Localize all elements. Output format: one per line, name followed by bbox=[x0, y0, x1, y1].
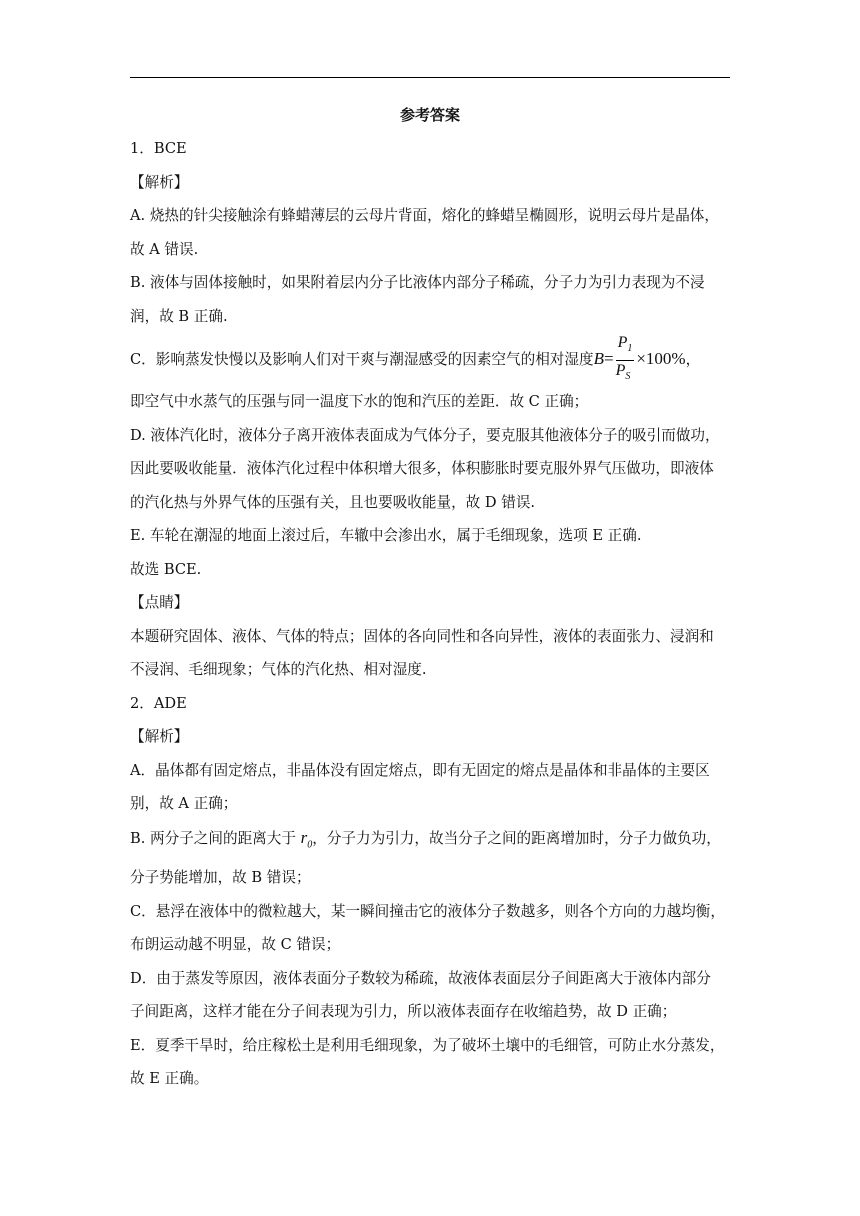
q2-option-e-line2: 故 E 正确。 bbox=[130, 1070, 209, 1088]
q1-option-e-line1: E. 车轮在潮湿的地面上滚过后，车辙中会渗出水，属于毛细现象，选项 E 正确. bbox=[130, 527, 642, 544]
q1-option-d-line1: D. 液体汽化时，液体分子离开液体表面成为气体分子，要克服其他液体分子的吸引而做功， bbox=[130, 426, 720, 444]
relative-humidity-formula: B= $\frac{P_1}{P_S}$ ×100% bbox=[594, 333, 686, 387]
q1-option-b-line2: 润，故 B 正确. bbox=[130, 307, 228, 325]
q1-conclusion: 故选 BCE. bbox=[130, 560, 202, 578]
q1-option-a-line2: 故 A 错误. bbox=[130, 240, 199, 258]
q2-option-e-line1: E．夏季干旱时，给庄稼松土是利用毛细现象，为了破坏土壤中的毛细管，可防止水分蒸发， bbox=[130, 1036, 725, 1054]
numerator-sub: 1 bbox=[627, 343, 633, 355]
q1-option-c-comma: ， bbox=[685, 350, 701, 368]
q1-option-d-line2: 因此要吸收能量．液体汽化过程中体积增大很多，体积膨胀时要克服外界气压做功，即液体 bbox=[130, 460, 714, 477]
q2-option-d-line2: 子间距离，这样才能在分子间表现为引力，所以液体表面存在收缩趋势，故 D 正确； bbox=[130, 1003, 677, 1021]
q1-option-d-line3: 的汽化热与外界气体的压强有关，且也要吸收能量，故 D 错误. bbox=[130, 493, 536, 511]
q1-option-c-line1 bbox=[130, 333, 730, 385]
q2-option-a-line2: 别，故 A 正确； bbox=[130, 795, 238, 812]
r0-sub: 0 bbox=[307, 838, 313, 850]
formula-rhs: ×100% bbox=[636, 349, 686, 368]
numerator-base: P bbox=[617, 334, 628, 352]
q2-option-b-line2: 分子势能增加，故 B 错误； bbox=[130, 869, 311, 887]
formula-lhs: B bbox=[593, 349, 604, 368]
page-title: 参考答案 bbox=[399, 106, 460, 124]
q1-answer: 1．BCE bbox=[130, 140, 187, 157]
q2-analysis-heading: 【解析】 bbox=[130, 728, 189, 745]
q2-option-b-line1 bbox=[130, 821, 730, 862]
q1-option-a-line1: A. 烧热的针尖接触涂有蜂蜡薄层的云母片背面，熔化的蜂蜡呈椭圆形，说明云母片是晶体， bbox=[130, 207, 719, 224]
q2-option-c-line1: C．悬浮在液体中的微粒越大，某一瞬间撞击它的液体分子数越多，则各个方向的力越均衡， bbox=[130, 902, 725, 920]
formula-denominator bbox=[616, 361, 635, 387]
q1-comment-heading: 【点睛】 bbox=[130, 594, 189, 611]
r0-symbol bbox=[300, 827, 313, 850]
q1-comment-line1: 本题研究固体、液体、气体的特点；固体的各向同性和各向异性，液体的表面张力、浸润和 bbox=[130, 627, 714, 645]
denominator-sub: S bbox=[625, 370, 631, 382]
q2-option-b-text-post: ，分子力为引力，故当分子之间的距离增加时，分子力做负功， bbox=[312, 829, 721, 847]
header-rule bbox=[130, 77, 730, 78]
q2-answer: 2．ADE bbox=[130, 694, 187, 712]
r0-base: r bbox=[300, 827, 308, 847]
q1-option-c-line2: 即空气中水蒸气的压强与同一温度下水的饱和汽压的差距．故 C 正确； bbox=[130, 393, 589, 410]
q2-option-c-line2: 布朗运动越不明显，故 C 错误； bbox=[130, 936, 341, 954]
q2-option-a-line1: A．晶体都有固定熔点，非晶体没有固定熔点，即有无固定的熔点是晶体和非晶体的主要区 bbox=[130, 761, 710, 779]
q2-option-d-line1: D．由于蒸发等原因，液体表面分子数较为稀疏，故液体表面层分子间距离大于液体内部分 bbox=[130, 969, 711, 987]
denominator-base: P bbox=[615, 361, 626, 379]
formula-numerator bbox=[616, 333, 635, 360]
q1-analysis-heading: 【解析】 bbox=[130, 173, 189, 191]
q2-option-b-text-pre: B. 两分子之间的距离大于 bbox=[130, 829, 296, 847]
document-body bbox=[130, 98, 730, 1096]
q1-option-c-text: C．影响蒸发快慢以及影响人们对干爽与潮湿感受的因素空气的相对湿度 bbox=[130, 350, 594, 368]
formula-fraction bbox=[616, 333, 635, 386]
q1-comment-line2: 不浸润、毛细现象；气体的汽化热、相对湿度. bbox=[130, 661, 427, 678]
q1-option-b-line1: B. 液体与固体接触时，如果附着层内分子比液体内部分子稀疏，分子力为引力表现为不浸 bbox=[130, 274, 705, 291]
